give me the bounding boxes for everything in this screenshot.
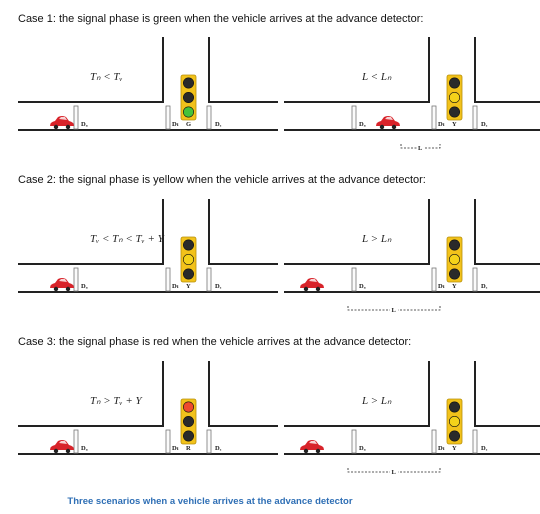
distance-label: L <box>391 469 396 476</box>
road-edge-upper-left <box>284 37 429 102</box>
signal-red-lamp <box>449 402 459 412</box>
signal-state-label: Y <box>186 283 191 290</box>
intersection-diagram <box>18 28 278 150</box>
stopline-detector-label: Dₜ <box>172 283 179 290</box>
intersection-diagram <box>284 190 540 312</box>
vehicle-icon <box>300 440 324 453</box>
signal-green-lamp <box>449 107 459 117</box>
stopline-detector-label: Dₜ <box>438 283 445 290</box>
signal-yellow-lamp <box>183 416 193 426</box>
condition-text: L < Lₙ <box>362 71 392 83</box>
stopline-detector <box>166 430 170 453</box>
case-3-panel-left <box>18 352 278 474</box>
condition-text: Tᵥ < Tₙ < Tᵥ + Y <box>90 233 164 245</box>
exit-detector <box>473 268 477 291</box>
stopline-detector-label: Dₜ <box>172 445 179 452</box>
exit-detector-label: Dₑ <box>481 121 488 128</box>
signal-red-lamp <box>449 240 459 250</box>
condition-text: Tₙ > Tᵥ + Y <box>90 395 142 407</box>
vehicle-icon <box>50 278 74 291</box>
intersection-diagram <box>18 352 278 474</box>
case-3-panel-right <box>284 352 540 474</box>
distance-label: L <box>391 307 396 314</box>
signal-green-lamp <box>449 269 459 279</box>
case-2-title: Case 2: the signal phase is yellow when the vehicle arrives at the advance detector: <box>18 174 426 186</box>
stopline-detector <box>166 106 170 129</box>
distance-label: L <box>418 145 423 152</box>
traffic-signal-icon <box>181 237 196 282</box>
condition-text: Tₙ < Tᵥ <box>90 71 123 83</box>
signal-red-lamp <box>183 78 193 88</box>
signal-yellow-lamp <box>183 92 193 102</box>
exit-detector <box>207 268 211 291</box>
signal-state-label: Y <box>452 445 457 452</box>
signal-green-lamp <box>183 107 193 117</box>
road-edge-upper-right <box>209 361 278 426</box>
advance-detector <box>74 268 78 291</box>
signal-red-lamp <box>449 78 459 88</box>
case-2-panel-right <box>284 190 540 312</box>
stopline-detector-label: Dₜ <box>172 121 179 128</box>
exit-detector-label: Dₑ <box>481 283 488 290</box>
vehicle-icon <box>376 116 400 129</box>
stopline-detector <box>432 430 436 453</box>
advance-detector <box>74 106 78 129</box>
road-edge-upper-left <box>18 199 163 264</box>
condition-text: L > Lₙ <box>362 395 392 407</box>
signal-yellow-lamp <box>449 92 459 102</box>
advance-detector-label: Dₐ <box>359 121 366 128</box>
exit-detector <box>207 106 211 129</box>
road-edge-upper-right <box>475 37 540 102</box>
intersection-diagram <box>18 190 278 312</box>
road-edge-upper-right <box>209 37 278 102</box>
road-edge-upper-left <box>18 361 163 426</box>
exit-detector <box>473 430 477 453</box>
signal-state-label: R <box>186 445 191 452</box>
case-2-panel-left <box>18 190 278 312</box>
case-1-panel-right <box>284 28 540 150</box>
traffic-signal-icon <box>447 399 462 444</box>
exit-detector-label: Dₑ <box>215 121 222 128</box>
exit-detector-label: Dₑ <box>215 445 222 452</box>
intersection-diagram <box>284 28 540 150</box>
road-edge-upper-left <box>284 199 429 264</box>
signal-yellow-lamp <box>449 416 459 426</box>
road-edge-upper-right <box>475 361 540 426</box>
advance-detector-label: Dₐ <box>81 121 88 128</box>
signal-yellow-lamp <box>183 254 193 264</box>
advance-detector-label: Dₐ <box>359 445 366 452</box>
advance-detector <box>352 430 356 453</box>
signal-red-lamp <box>183 402 193 412</box>
vehicle-icon <box>50 440 74 453</box>
case-3-title: Case 3: the signal phase is red when the vehicle arrives at the advance detector: <box>18 336 412 348</box>
stopline-detector-label: Dₜ <box>438 121 445 128</box>
advance-detector <box>352 268 356 291</box>
signal-state-label: Y <box>452 283 457 290</box>
traffic-signal-icon <box>447 75 462 120</box>
intersection-diagram <box>284 352 540 474</box>
vehicle-icon <box>50 116 74 129</box>
signal-green-lamp <box>183 431 193 441</box>
condition-text: L > Lₙ <box>362 233 392 245</box>
signal-yellow-lamp <box>449 254 459 264</box>
traffic-signal-icon <box>181 75 196 120</box>
signal-green-lamp <box>449 431 459 441</box>
advance-detector-label: Dₐ <box>81 283 88 290</box>
stopline-detector-label: Dₜ <box>438 445 445 452</box>
traffic-signal-icon <box>447 237 462 282</box>
road-edge-upper-right <box>209 199 278 264</box>
figure-caption: Three scenarios when a vehicle arrives at the advance detector <box>67 496 353 507</box>
advance-detector <box>352 106 356 129</box>
stopline-detector <box>432 268 436 291</box>
exit-detector-label: Dₑ <box>481 445 488 452</box>
case-1-panel-left <box>18 28 278 150</box>
signal-red-lamp <box>183 240 193 250</box>
road-edge-upper-left <box>284 361 429 426</box>
signal-green-lamp <box>183 269 193 279</box>
signal-state-label: G <box>186 121 192 128</box>
traffic-signal-icon <box>181 399 196 444</box>
exit-detector-label: Dₑ <box>215 283 222 290</box>
vehicle-icon <box>300 278 324 291</box>
stopline-detector <box>166 268 170 291</box>
advance-detector-label: Dₐ <box>81 445 88 452</box>
advance-detector <box>74 430 78 453</box>
road-edge-upper-left <box>18 37 163 102</box>
exit-detector <box>207 430 211 453</box>
road-edge-upper-right <box>475 199 540 264</box>
case-1-title: Case 1: the signal phase is green when the vehicle arrives at the advance detector: <box>18 13 424 25</box>
stopline-detector <box>432 106 436 129</box>
signal-state-label: Y <box>452 121 457 128</box>
exit-detector <box>473 106 477 129</box>
advance-detector-label: Dₐ <box>359 283 366 290</box>
